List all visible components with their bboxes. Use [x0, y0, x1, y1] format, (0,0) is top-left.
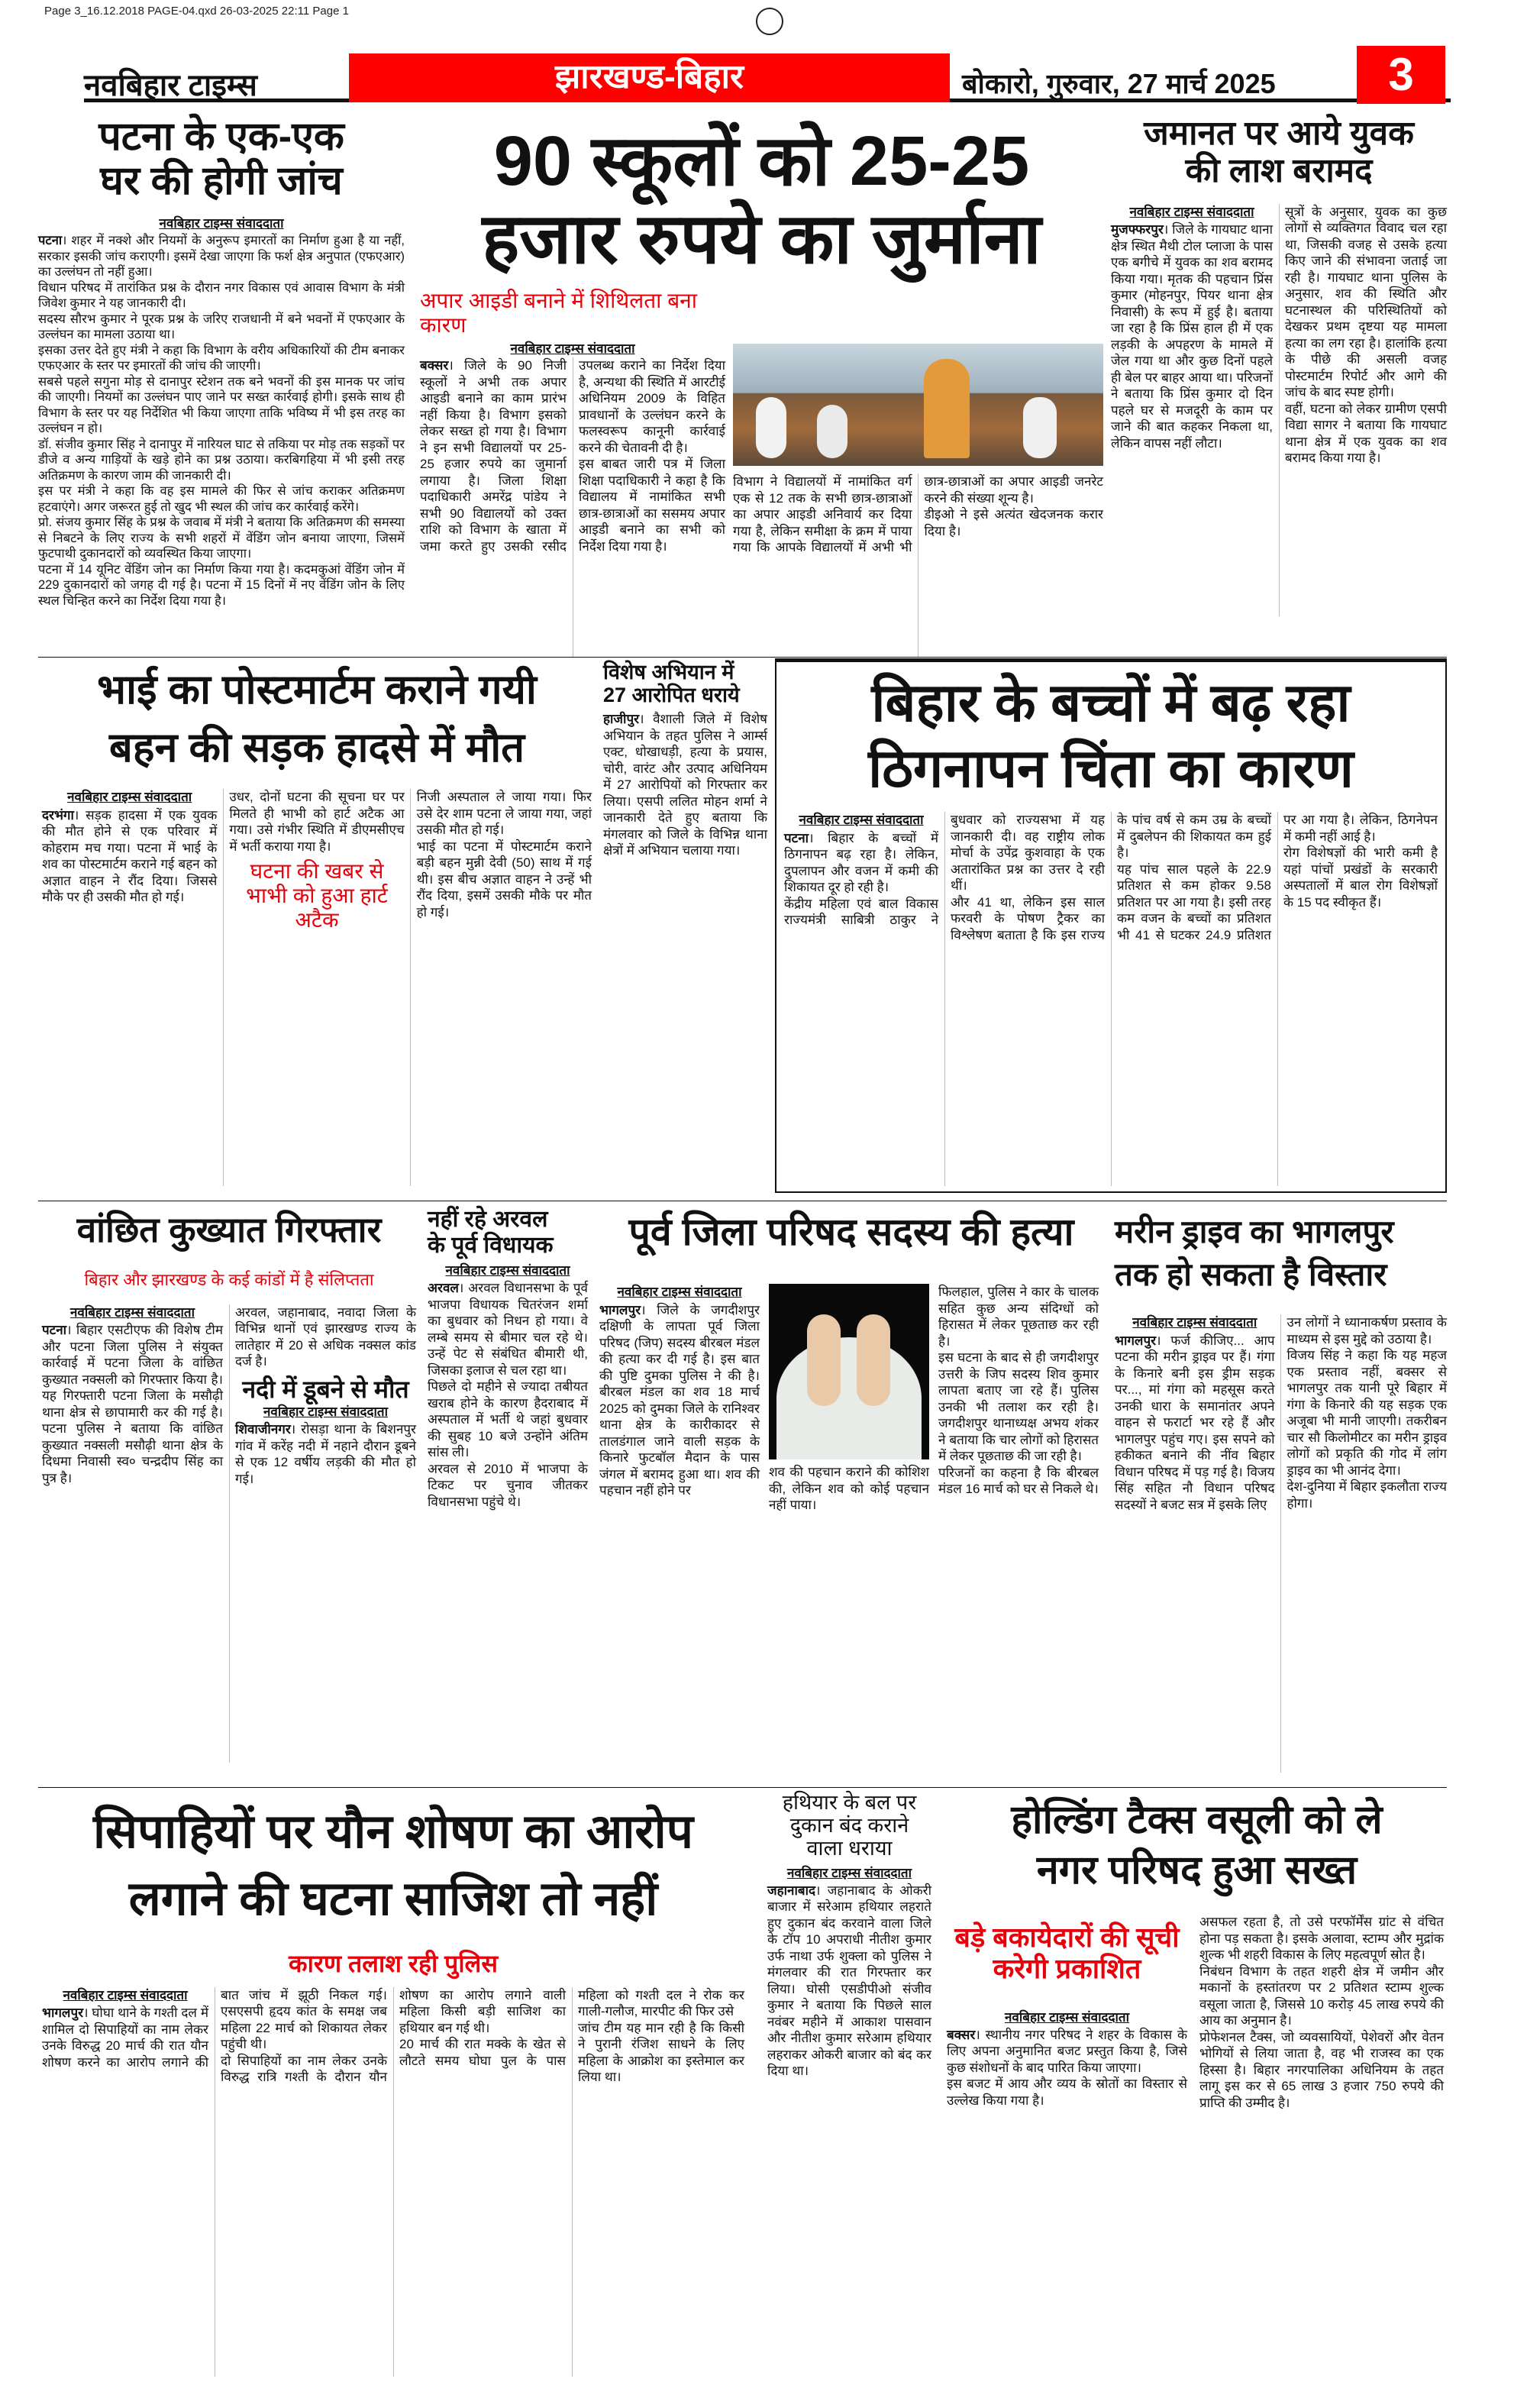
headline — [38, 115, 405, 203]
article-body — [1199, 1914, 1444, 2111]
paragraph: दरभंगा। सड़क हादसा में एक युवक की मौत होने से एक परिवार में कोहराम मच गया। पटना में भाई के शव का पोस्टमार्टम कराने गई बहन को अज्ञात वाहन ने रौंद दिया। जिससे मौके पर ही उसकी मौत हो गई। — [42, 807, 218, 904]
headline-line: के पूर्व विधायक — [428, 1232, 554, 1258]
headline — [1111, 115, 1447, 190]
headline-river-drowning: नदी में डूबने से मौत — [242, 1375, 409, 1403]
headline — [428, 1207, 588, 1258]
paragraph: यह पांच साल पहले के 22.9 प्रतिशत से कम होकर 9.58 प्रतिशत पर आ गया है। इसी तरह कम वजन के बच्चों का प्रतिशत भी 41 से घटकर 24.9 प्रतिशत पर आ गया है। लेकिन, ठिगनेपन में कमी नहीं आई है। — [1117, 813, 1438, 942]
paragraph: सदस्य सौरभ कुमार ने पूरक प्रश्न के जरिए राजधानी में बने भवनों में एफएआर के उल्लंघन का मामला उठाया था। — [38, 312, 405, 342]
article-body — [769, 1464, 929, 1514]
paragraph: हाजीपुर। वैशाली जिले में विशेष अभियान के तहत पुलिस ने आर्म्स एक्ट, धोखाधड़ी, हत्या के प्रयास, चोरी, वारंट और उत्पाद अधिनियम में 27 आरोपियों को गिरफ्तार कर लिया। एसपी ललित मोहन शर्मा ने जानकारी देते हुए बताया कि मंगलवार को जिले के विभिन्न थाना क्षेत्रों में अभियान चलाया गया। — [603, 712, 767, 858]
subheadline: अपार आइडी बनाने में शिथिलता बना कारण — [420, 289, 697, 338]
paragraph: पटना। बिहार के बच्चों में ठिगनापन बढ़ रहा है। लेकिन, दुपलापन और वजन में कमी की शिकायत दूर हो रही है। — [784, 830, 938, 894]
article-body — [938, 1284, 1099, 1514]
headline — [784, 670, 1438, 801]
article-body — [428, 1280, 588, 1510]
article-body — [1115, 1314, 1447, 1773]
student-figure — [756, 397, 786, 458]
paragraph: पिछले दो महीने से ज्यादा तबीयत खराब होने के कारण हैदराबाद में अस्पताल में भर्ती थे जहां बुधवार की सुबह 10 बजे उन्होंने अंतिम सांस ली। — [428, 1379, 588, 1460]
paragraph: निबंधन विभाग के तहत शहरी क्षेत्र में जमीन और मकानों के हस्तांतरण पर 2 प्रतिशत स्टाम्प शुल्क वसूला जाता है, जिससे 10 करोड़ 45 लाख रुपये की आय का अनुमान है। — [1199, 1964, 1444, 2028]
byline: नवबिहार टाइम्स संवाददाता — [786, 1865, 912, 1880]
dateline: भागलपुर — [42, 2006, 84, 2021]
byline: नवबिहार टाइम्स संवाददाता — [159, 216, 284, 231]
paragraph: असफल रहता है, तो उसे परफॉर्मेंस ग्रांट से वंचित होना पड़ सकता है। इसके अलावा, स्टाम्प और मुद्रांक शुल्क भी शहरी विकास के लिए महत्वपूर्ण स्रोत है। — [1199, 1915, 1444, 1962]
dateline: मुजफ्फरपुर — [1111, 222, 1164, 238]
article-wanted-criminal-arrested — [42, 1210, 416, 1763]
classroom-photo — [733, 344, 1103, 466]
byline: नवबिहार टाइम्स संवाददाता — [263, 1404, 389, 1419]
paragraph-text: फर्ज कीजिए... आप पटना की मरीन ड्राइव पर हैं। गंगा के किनारे बनी इस ड्रीम सड़क पर..., मां गंगा को महसूस करते उनकी धारा के समानांतर अपने वाहन से फरार्टा भर रहे हैं और भागलपुर पहुंच गए। इस सपने को हकीकत बनाने की नींव बिहार विधान परिषद में पड़ गई है। विजय सिंह सहित नौ विधान परिषद सदस्यों ने बजट सत्र में इसके लिए — [1115, 1333, 1275, 1512]
article-body — [947, 2027, 1187, 2109]
paragraph-text: सड़क हादसा में एक युवक की मौत होने से एक परिवार में कोहराम मच गया। पटना में भाई के शव का पोस्टमार्टम कराने गई बहन को अज्ञात वाहन ने रौंद दिया। जिससे मौके पर ही उसकी मौत हो गई। — [42, 807, 218, 904]
paragraph: अरवल, जहानाबाद, नवादा जिला के विभिन्न थानों एवं झारखण्ड राज्य के लातेहार में 20 से अधिक नक्सल कांड दर्ज है। — [235, 1304, 416, 1369]
paragraph-text: जिले के 90 निजी स्कूलों ने अभी तक अपार आइडी बनाने का काम प्रारंभ नहीं किया है। विभाग इसको लेकर सख्त हो गया है। विभाग ने इन सभी विद्यालयों पर 25-25 हजार रुपये का जुमार्ना लगाया है। जिला शिक्षा पदाधिकारी अमरेंद्र पांडेय ने सभी 90 विद्यालयों को उक्त राशि को विभाग के खाता में जमा करते हुए उसकी रसीद उपलब्ध कराने का निर्देश दिया है, अन्यथा की स्थिति में आरटीई अधिनियम 2009 के विहित प्रावधानों के उल्लंघन करने के फलस्वरूप कानूनी कार्रवाई करने की चेतावनी दी है। — [420, 358, 725, 554]
paragraph-text: वैशाली जिले में विशेष अभियान के तहत पुलिस ने आर्म्स एक्ट, धोखाधड़ी, हत्या के प्रयास, चोरी, वारंट और उत्पाद अधिनियम में 27 आरोपियों को गिरफ्तार कर लिया। एसपी ललित मोहन शर्मा ने जानकारी देते हुए बताया कि मंगलवार को जिले के विभिन्न थाना क्षेत्रों में अभियान चलाया गया। — [603, 712, 767, 858]
paragraph: और 41 था, लेकिन इस साल फरवरी के पोषण ट्रैकर का विश्लेषण बताता है कि इस राज्य के पांच वर्ष से कम उम्र के बच्चों में दुबलेपन की शिकायत कम हुई है। — [951, 813, 1271, 942]
paragraph: फिलहाल, पुलिस ने कार के चालक सहित कुछ अन्य संदिग्धों को हिरासत में लेकर पूछताछ कर रही है। — [938, 1285, 1099, 1349]
article-body — [42, 1304, 416, 1763]
paragraph: सूत्रों के अनुसार, युवक का कुछ लोगों से व्यक्तिगत विवाद चल रहा था, जिसकी वजह से उसके हत्या किए जाने की संभावना जताई जा रही है। गायघाट थाना पुलिस के अनुसार, शव की स्थिति और घटनास्थल की परिस्थितियों को देखकर प्रथम दृष्टया यह मामला हत्या का लग रहा है। हालांकि हत्या के पीछे की असली वजह पोस्टमार्टम रिपोर्ट और आगे की जांच के बाद स्पष्ट होगी। — [1285, 204, 1447, 400]
teacher-figure — [924, 359, 970, 458]
headline-line: जमानत पर आये युवक — [1144, 115, 1414, 152]
dateline: पटना — [42, 1323, 67, 1338]
paragraph: शव की पहचान कराने की कोशिश की, लेकिन शव को कोई पहचान नहीं पाया। — [769, 1465, 929, 1512]
headline-line: नगर परिषद हुआ सख्त — [1036, 1848, 1358, 1892]
article-body — [42, 1987, 744, 2377]
paragraph: विभाग ने विद्यालयों में नामांकित वर्ग एक से 12 तक के सभी छात्र-छात्राओं का अपार आइडी अनिवार्य कर दिया गया है, लेकिन समीक्षा के क्रम में पाया गया कि आपके विद्यालयों में अभी भी छात्र-छात्राओं का अपार आइडी जनरेट करने की संख्या शून्य है। — [733, 474, 1103, 554]
article-schools-fine — [420, 122, 1103, 657]
article-body — [784, 812, 1438, 1186]
paragraph: पटना में 14 यूनिट वेंडिंग जोन का निर्माण किया गया है। कदमकुआं वेंडिंग जोन में 229 दुकानदारों को जगह दी गई है। पटना में 15 दिनों में नए वेंडिंग जोन के लिए स्थल चिन्हित करने का निर्देश दिया गया है। — [38, 562, 405, 608]
paragraph: निजी अस्पताल ले जाया गया। फिर उसे देर शाम पटना ले जाया गया, जहां उसकी मौत हो गई। — [416, 790, 592, 837]
paragraph: दो सिपाहियों का नाम लेकर उनके विरुद्ध रात्रि गश्ती के दौरान यौन शोषण का आरोप लगाने वाली महिला किसी बड़ी साजिश का हथियार बन गई थी। — [221, 1987, 566, 2085]
paragraph-text: रोसड़ा थाना के बिशनपुर गांव में करेंह नदी में नहाने दौरान डूबने से एक 12 वर्षीय लड़की की मौत हो गई। — [235, 1422, 416, 1486]
paragraph-text: जहानाबाद के ओकरी बाजार में सरेआम हथियार लहराते हुए दुकान बंद करवाने वाला जिले के टॉप 10 अपराधी नीतीश कुमार उर्फ नाथा उर्फ शुक्ला को पुलिस ने मंगलवार की रात गिरफ्तार कर लिया। घोसी एसडीपीओ संजीव कुमार ने बताया कि पिछले साल नवंबर महीने में आकाश पासवान और नीतीश कुमार सरेआम हथियार लहराकर ओकरी बाजार को बंद कर दिया था। — [767, 1883, 931, 2079]
paragraph: विधान परिषद में तारांकित प्रश्न के दौरान नगर विकास एवं आवास विभाग के मंत्री जिवेश कुमार ने यह जानकारी दी। — [38, 280, 405, 311]
headline: पूर्व जिला परिषद सदस्य की हत्या — [628, 1210, 1074, 1253]
paragraph: इस पर मंत्री ने कहा कि वह इस मामले की फिर से जांच कराकर अतिक्रमण हटवाएंगे। अगर जरूरत हुई तो खुद भी स्थल की जांच कर कार्रवाई करेंगे। — [38, 484, 405, 514]
article-shop-closure-arrest — [767, 1791, 931, 2080]
paragraph: प्रोफेशनल टैक्स, जो व्यवसायियों, पेशेवरों और वेतन भोगियों से लिया जाता है, वह भी राजस्व का एक हिस्सा है। बिहार नगरपालिका अधिनियम के तहत लागू इस कर से 65 लाख 3 हजार 750 रुपये की प्राप्ति की उम्मीद है। — [1199, 2029, 1444, 2110]
headline-line: तक हो सकता है विस्तार — [1115, 1256, 1387, 1292]
byline: नवबिहार टाइम्स संवाददाता — [1004, 2009, 1130, 2025]
headline — [767, 1791, 931, 1860]
paragraph: बक्सर। जिले के 90 निजी स्कूलों ने अभी तक अपार आइडी बनाने का काम प्रारंभ नहीं किया है। विभाग इसको लेकर सख्त हो गया है। विभाग ने इन सभी विद्यालयों पर 25-25 हजार रुपये का जुमार्ना लगाया है। जिला शिक्षा पदाधिकारी अमरेंद्र पांडेय ने सभी 90 विद्यालयों को उक्त राशि को विभाग के खाता में जमा करते हुए उसकी रसीद उपलब्ध कराने का निर्देश दिया है, अन्यथा की स्थिति में आरटीई अधिनियम 2009 के विहित प्रावधानों के उल्लंघन करने के फलस्वरूप कानूनी कार्रवाई करने की चेतावनी दी है। — [420, 358, 725, 554]
paragraph: डॉ. संजीव कुमार सिंह ने दानापुर में नारियल घाट से तकिया पर मोड़ तक सड़कों पर डीजे व अन्य गाड़ियों के खड़े होने का प्रश्न उठाया। करबिगहिया में भी इसी तरह अतिक्रमण के कारण जाम की जानकारी दी। — [38, 437, 405, 483]
paragraph: इसका उत्तर देते हुए मंत्री ने कहा कि विभाग के वरीय अधिकारियों की टीम बनाकर एफएआर के स्तर पर इमारतों की जांच की जाएगी। — [38, 343, 405, 373]
divider — [38, 657, 1447, 658]
sheet-shape — [776, 1337, 922, 1459]
paragraph: केंद्रीय महिला एवं बाल विकास राज्यमंत्री साबित्री ठाकुर ने बुधवार को राज्यसभा में यह जानकारी दी। वह राष्ट्रीय लोक मोर्चा के उपेंद्र कुशवाहा के एक अतारांकित प्रश्न का उत्तर दे रही थीं। — [784, 813, 1105, 927]
paragraph: इस बाबत जारी पत्र में जिला शिक्षा पदाधिकारी ने कहा है कि विद्यालय में नामांकित सभी छात्र-छात्राओं का ससमय अपार आइडी बनाने का सभी को निर्देश दिया गया है। — [579, 457, 725, 554]
article-patna-building-check — [38, 115, 405, 609]
headline-line: 90 स्कूलों को 25-25 — [493, 122, 1030, 200]
paragraph-text: बिहार एसटीएफ की विशेष टीम और पटना जिला पुलिस ने संयुक्त कार्रवाई में पटना जिला के वांछित कुख्यात नक्सली को गिरफ्तार किया है। यह गिरफ्तारी पटना जिला के मसौढ़ी थाना क्षेत्र से छापामारी कर की गई है। पटना पुलिस ने बताया कि वांछित कुख्यात नक्सली मसौढ़ी थाना क्षेत्र के दिधमा निवासी स्व० चन्द्रदीप सिंह का पुत्र है। — [42, 1323, 223, 1485]
dateline: हाजीपुर — [603, 712, 640, 727]
dateline: शिवाजीनगर — [235, 1422, 291, 1437]
dateline: पटना — [784, 830, 809, 845]
byline: नवबिहार टाइम्स संवाददाता — [1129, 204, 1254, 219]
dateline: अरवल — [428, 1281, 459, 1296]
subheadline: कारण तलाश रही पुलिस — [289, 1950, 498, 1977]
article-marine-drive-extension — [1115, 1210, 1447, 1773]
paragraph-text: जिले के गायघाट थाना क्षेत्र स्थित मैथी टोल प्लाजा के पास एक बगीचे में युवक का शव बरामद किया गया। मृतक की पहचान प्रिंस कुमार (मोहनपुर, पियर थाना क्षेत्र निवासी) के रूप में हुई है। बताया जा रहा है कि प्रिंस हाल ही में एक लड़की के अपहरण के मामले में जेल गया था और कुछ दिनों पहले ही बेल पर बाहर आया था। परिजनों ने बताया कि प्रिंस कुमार दो दिन पहले घर से मजदूरी के काम पर जाने की बात कहकर निकला था, लेकिन वापस नहीं लौटा। — [1111, 222, 1273, 451]
headline-line: हथियार के बल पर — [782, 1791, 917, 1814]
dateline: भागलपुर — [599, 1302, 641, 1317]
dateline: जहानाबाद — [767, 1883, 816, 1898]
paragraph: बक्सर। स्थानीय नगर परिषद ने शहर के विकास के लिए अपना अनुमानित बजट प्रस्तुत किया है, जिसे कुछ संशोधनों के बाद पारित किया जाएगा। — [947, 2027, 1188, 2075]
paragraph: परिजनों का कहना है कि बीरबल मंडल 16 मार्च को घर से निकले थे। — [938, 1465, 1099, 1496]
foot-shape — [857, 1314, 890, 1406]
paragraph: रोग विशेषज्ञों की भारी कमी है यहां पांचों प्रखंडों के सरकारी अस्पतालों में बाल रोग विशेषज्ञों के 15 पद स्वीकृत हैं। — [1283, 845, 1438, 910]
headline-line: नहीं रहे अरवल — [428, 1207, 548, 1232]
paragraph-text: बिहार के बच्चों में ठिगनापन बढ़ रहा है। लेकिन, दुपलापन और वजन में कमी की शिकायत दूर हो रही है। — [784, 830, 938, 894]
paragraph: डीइओ ने इसे अत्यंत खेदजनक करार दिया है। — [924, 507, 1103, 538]
headline: वांछित कुख्यात गिरफ्तार — [76, 1210, 382, 1249]
byline: नवबिहार टाइम्स संवाददाता — [67, 790, 192, 804]
paragraph: इस घटना के बाद से ही जगदीशपुर उत्तरी के जिप सदस्य शिव कुमार लापता बताए जा रहे हैं। पुलिस उनकी भी तलाश कर रही है। जगदीशपुर थानाध्यक्ष अभय शंकर ने बताया कि चार लोगों को हिरासत में लेकर पूछताछ की जा रही है। — [938, 1350, 1099, 1463]
paragraph-text: जिले के जगदीशपुर दक्षिणी के लापता पूर्व जिला परिषद (जिप) सदस्य बीरबल मंडल की हत्या कर दी गई है। इस बात की पुष्टि दुमका पुलिस ने की है। बीरबल मंडल का शव 18 मार्च 2025 को दुमका जिले के रानिश्वर थाना क्षेत्र के कारीकादर से तालडंगाल जाने वाली सड़क के किनारे फुटबॉल मैदान के पास जंगल में बरामद हुआ था। शव की पहचान नहीं होने पर — [599, 1302, 760, 1498]
divider — [38, 1787, 1447, 1788]
paragraph: भागलपुर। फर्ज कीजिए... आप पटना की मरीन ड्राइव पर हैं। गंगा के किनारे बनी इस ड्रीम सड़क पर..., मां गंगा को महसूस करते उनकी धारा के समानांतर अपने वाहन से फरार्टा भर रहे हैं और भागलपुर पहुंच गए। इस सपने को हकीकत बनाने की नींव बिहार विधान परिषद में पड़ गई है। विजय सिंह सहित नौ विधान परिषद सदस्यों ने बजट सत्र में इसके लिए — [1115, 1333, 1275, 1512]
subheadline: बिहार और झारखण्ड के कई कांडों में है संलिप्तता — [84, 1269, 374, 1289]
headline-line: की लाश बरामद — [1185, 152, 1373, 190]
paragraph: अरवल से 2010 में भाजपा के टिकट पर चुनाव जीतकर विधानसभा पहुंचे थे। — [428, 1461, 588, 1509]
paragraph-text: शहर में नक्शे और नियमों के अनुरूप इमारतों का निर्माण हुआ है या नहीं, सरकार इसकी जांच कराएगी। इसमें देखा जाएगा कि फर्श क्षेत्र अनुपात (एफएआर) का उल्लंघन तो नहीं हुआ। — [38, 234, 405, 280]
paragraph: भागलपुर। घोघा थाने के गश्ती दल में शामिल दो सिपाहियों का नाम लेकर उनके विरुद्ध 20 मार्च की रात यौन शोषण करने का आरोप लगाने की बात जांच में झूठी निकल गई। एसएसपी हृदय कांत के समक्ष जब महिला 22 मार्च को शिकायत लेकर पहुंची थी। — [42, 1987, 387, 2070]
headline-line: वाला धराया — [806, 1837, 893, 1860]
article-body — [420, 357, 725, 657]
paragraph: पटना। बिहार एसटीएफ की विशेष टीम और पटना जिला पुलिस ने संयुक्त कार्रवाई में पटना जिला के वांछित कुख्यात नक्सली को गिरफ्तार किया है। यह गिरफ्तारी पटना जिला के मसौढ़ी थाना क्षेत्र से छापामारी कर की गई है। पटना पुलिस ने बताया कि वांछित कुख्यात नक्सली मसौढ़ी थाना क्षेत्र के दिधमा निवासी स्व० चन्द्रदीप सिंह का पुत्र है। — [42, 1323, 223, 1485]
headline — [947, 1795, 1447, 1896]
paragraph: भागलपुर। जिले के जगदीशपुर दक्षिणी के लापता पूर्व जिला परिषद (जिप) सदस्य बीरबल मंडल की हत्या कर दी गई है। इस बात की पुष्टि दुमका पुलिस ने की है। बीरबल मंडल का शव 18 मार्च 2025 को दुमका जिले के रानिश्वर थाना क्षेत्र के कारीकादर से तालडंगाल जाने वाली सड़क के किनारे फुटबॉल मैदान के पास जंगल में बरामद हुआ था। शव की पहचान नहीं होने पर — [599, 1302, 760, 1498]
paragraph: वहीं, घटना को लेकर ग्रामीण एसपी विद्या सागर ने बताया कि गायघाट थाना क्षेत्र में एक युवक का शव बरामद किया गया है। — [1285, 401, 1447, 466]
issue-date: बोकारो, गुरुवार, 27 मार्च 2025 — [962, 68, 1276, 99]
dateline: भागलपुर — [1115, 1333, 1157, 1348]
paragraph: जांच टीम यह मान रही है कि किसी ने पुरानी रंजिश साधने के लिए महिला के आक्रोश का इस्तेमाल कर लिया था। — [578, 2020, 744, 2085]
byline: नवबिहार टाइम्स संवाददाता — [445, 1263, 570, 1278]
byline: नवबिहार टाइम्स संवाददाता — [63, 1987, 188, 2002]
paper-name: नवबिहार टाइम्स — [84, 69, 257, 102]
paragraph: शिवाजीनगर। रोसड़ा थाना के बिशनपुर गांव में करेंह नदी में नहाने दौरान डूबने से एक 12 वर्षीय लड़की की मौत हो गई। — [235, 1422, 416, 1486]
article-body — [767, 1883, 931, 2080]
paragraph: पटना। शहर में नक्शे और नियमों के अनुरूप इमारतों का निर्माण हुआ है या नहीं, सरकार इसकी जांच कराएगी। इसमें देखा जाएगा कि फर्श क्षेत्र अनुपात (एफएआर) का उल्लंघन तो नहीं हुआ। — [38, 234, 405, 280]
dateline: दरभंगा — [42, 807, 74, 823]
paragraph-text: अरवल विधानसभा के पूर्व भाजपा विधायक चितरंजन शर्मा का बुधवार को निधन हो गया। वे लम्बे समय से बीमार चल रहे थे। उन्हें पेट से संबंधित बीमारी थी, जिसका इलाज से चल रहा था। — [428, 1281, 589, 1378]
article-child-stunting-box — [775, 658, 1447, 1193]
subheadline: बड़े बकायेदारों की सूची करेगी प्रकाशित — [954, 1922, 1180, 1985]
article-sister-road-accident — [42, 661, 592, 1186]
headline — [42, 1799, 744, 1933]
paragraph: भाई का पटना में पोस्टमार्टम कराने बड़ी बहन मुन्नी देवी (50) साथ में गई थी। इस बीच अज्ञात वाहन ने उन्हें भी रौंद दिया, इसमें उसकी मौके पर मौत हो गई। — [416, 839, 592, 920]
headline-line: सिपाहियों पर यौन शोषण का आरोप — [93, 1805, 693, 1858]
headline-line: दुकान बंद कराने — [789, 1814, 909, 1838]
paragraph: अरवल। अरवल विधानसभा के पूर्व भाजपा विधायक चितरंजन शर्मा का बुधवार को निधन हो गया। वे लम्बे समय से बीमार चल रहे थे। उन्हें पेट से संबंधित बीमारी थी, जिसका इलाज से चल रहा था। — [428, 1281, 589, 1378]
article-holding-tax — [947, 1795, 1447, 2111]
headline-line: विशेष अभियान में — [603, 661, 734, 684]
paragraph: उधर, दोनों घटना की सूचना घर पर मिलते ही भाभी को हार्ट अटैक आ गया। उसे गंभीर स्थिति में डीएमसीएच में भर्ती कराया गया है। — [229, 790, 405, 854]
print-slug: Page 3_16.12.2018 PAGE-04.qxd 26-03-2025 22:11 Page 1 — [44, 5, 349, 18]
paragraph: देश-दुनिया में बिहार इकलौता राज्य होगा। — [1286, 1479, 1447, 1511]
headline-line: भाई का पोस्टमार्टम कराने गयी — [97, 667, 537, 713]
article-body — [603, 711, 767, 859]
foot-shape — [807, 1314, 841, 1406]
student-figure — [1023, 397, 1057, 458]
article-constables-allegation — [42, 1799, 744, 2377]
headline — [603, 661, 767, 706]
page-number: 3 — [1357, 46, 1445, 104]
article-body — [599, 1284, 760, 1514]
headline-line: हजार रुपये का जुर्माना — [482, 200, 1041, 278]
registration-mark-icon — [756, 8, 783, 35]
byline: नवबिहार टाइम्स संवाददाता — [799, 813, 924, 827]
headline-line: 27 आरोपित धराये — [603, 684, 740, 707]
headline-line: बहन की सड़क हादसे में मौत — [108, 725, 525, 771]
article-special-drive-arrests — [603, 661, 767, 859]
dateline: बक्सर — [947, 2027, 976, 2042]
headline-line: लगाने की घटना साजिश तो नहीं — [128, 1873, 658, 1925]
dateline: बक्सर — [420, 358, 449, 373]
paragraph: इस बजट में आय और व्यय के स्रोतों का विस्तार से उल्लेख किया गया है। — [947, 2077, 1187, 2108]
headline-line: ठिगनापन चिंता का कारण — [868, 739, 1354, 798]
headline — [42, 661, 592, 777]
paragraph: सबसे पहले सगुना मोड़ से दानापुर स्टेशन तक बने भवनों की इस मानक पर जांच की जाएगी। नियमों का उल्लंघन पाए जाने पर सख्त कार्रवाई होगी। इसके साथ ही विभाग के स्तर पर यह निर्देशित भी किया जाएगा ताकि भविष्य में भी इस तरह का उल्लंघन न हो। — [38, 374, 405, 436]
paragraph-text: घोघा थाने के गश्ती दल में शामिल दो सिपाहियों का नाम लेकर उनके विरुद्ध 20 मार्च की रात यौन शोषण करने का आरोप लगाने की बात जांच में झूठी निकल गई। एसएसपी हृदय कांत के समक्ष जब महिला 22 मार्च को शिकायत लेकर पहुंची थी। — [42, 1987, 387, 2070]
paragraph: प्रो. संजय कुमार सिंह के प्रश्न के जवाब में मंत्री ने बताया कि अतिक्रमण की समस्या से निबटने के लिए राज्य के सभी शहरों में वेंडिंग जोन बनाया जाएगा, जिसमें फुटपाथी दुकानदारों को व्यवस्थित किया जाएगा। — [38, 516, 405, 561]
lead-headline — [420, 122, 1103, 278]
headline-line: होल्डिंग टैक्स वसूली को ले — [1011, 1798, 1383, 1842]
article-bail-youth-body — [1111, 115, 1447, 616]
subheadline: घटना की खबर से भाभी को हुआ हार्ट अटैक — [246, 859, 388, 932]
byline: नवबिहार टाइम्स संवाददाता — [1132, 1315, 1257, 1330]
headline-line: मरीन ड्राइव का भागलपुर — [1115, 1214, 1394, 1249]
article-arwal-former-mla — [428, 1207, 588, 1510]
article-body — [42, 789, 592, 1186]
article-body-continued — [733, 474, 1103, 657]
article-former-council-member-murder — [599, 1210, 1103, 1514]
section-title: झारखण्ड-बिहार — [349, 53, 950, 102]
headline-line: पटना के एक-एक — [98, 115, 344, 159]
article-body — [1111, 204, 1447, 616]
headline-line: बिहार के बच्चों में बढ़ रहा — [871, 673, 1351, 732]
paragraph: मुजफ्फरपुर। जिले के गायघाट थाना क्षेत्र स्थित मैथी टोल प्लाजा के पास एक बगीचे में युवक का शव बरामद किया गया। मृतक की पहचान प्रिंस कुमार (मोहनपुर, पियर थाना क्षेत्र निवासी) के रूप में हुई है। बताया जा रहा है कि प्रिंस हाल ही में एक लड़की के अपहरण के मामले में जेल गया था और कुछ दिनों पहले ही बेल पर बाहर आया था। परिजनों ने बताया कि प्रिंस कुमार दो दिन पहले घर से मजदूरी के काम पर जाने की बात कहकर निकला था, लेकिन वापस नहीं लौटा। — [1111, 222, 1273, 451]
headline — [1115, 1210, 1447, 1296]
dateline: पटना — [38, 234, 63, 248]
byline: नवबिहार टाइम्स संवाददाता — [617, 1285, 742, 1299]
paragraph: उन लोगों ने ध्यानाकर्षण प्रस्ताव के माध्यम से इस मुद्दे को उठाया है। — [1286, 1315, 1447, 1346]
paragraph: विजय सिंह ने कहा कि यह महज एक प्रस्ताव नहीं, बक्सर से भागलपुर तक यानी पूरे बिहार में गंगा के किनारे की यह सड़क एक अजूबा भी मानी जाएगी। तकरीबन चार सौ किलोमीटर का मरीन ड्राइव लोगों को प्रकृति की गोद में लांग ड्राइव का भी आनंद देगा। — [1286, 1348, 1447, 1478]
paragraph: जहानाबाद। जहानाबाद के ओकरी बाजार में सरेआम हथियार लहराते हुए दुकान बंद करवाने वाला जिले के टॉप 10 अपराधी नीतीश कुमार उर्फ नाथा उर्फ शुक्ला को पुलिस ने मंगलवार की रात गिरफ्तार कर लिया। घोसी एसडीपीओ संजीव कुमार ने बताया कि पिछले साल नवंबर महीने में आकाश पासवान और नीतीश कुमार सरेआम हथियार लहराकर ओकरी बाजार को बंद कर दिया था। — [767, 1883, 931, 2079]
headline-line: घर की होगी जांच — [100, 159, 343, 204]
dead-body-photo — [769, 1284, 929, 1459]
article-body — [38, 233, 405, 609]
byline: नवबिहार टाइम्स संवाददाता — [69, 1304, 195, 1320]
paragraph: 20 मार्च की रात मक्के के खेत से लौटते समय घोघा पुल के पास महिला को गश्ती दल ने रोक कर गाली-गलौज, मारपीट की फिर उसे — [399, 1987, 744, 2068]
byline: नवबिहार टाइम्स संवाददाता — [510, 341, 635, 356]
paragraph-text: स्थानीय नगर परिषद ने शहर के विकास के लिए अपना अनुमानित बजट प्रस्तुत किया है, जिसे कुछ संशोधनों के बाद पारित किया जाएगा। — [947, 2027, 1188, 2075]
student-figure — [817, 405, 847, 458]
masthead — [84, 49, 1451, 102]
